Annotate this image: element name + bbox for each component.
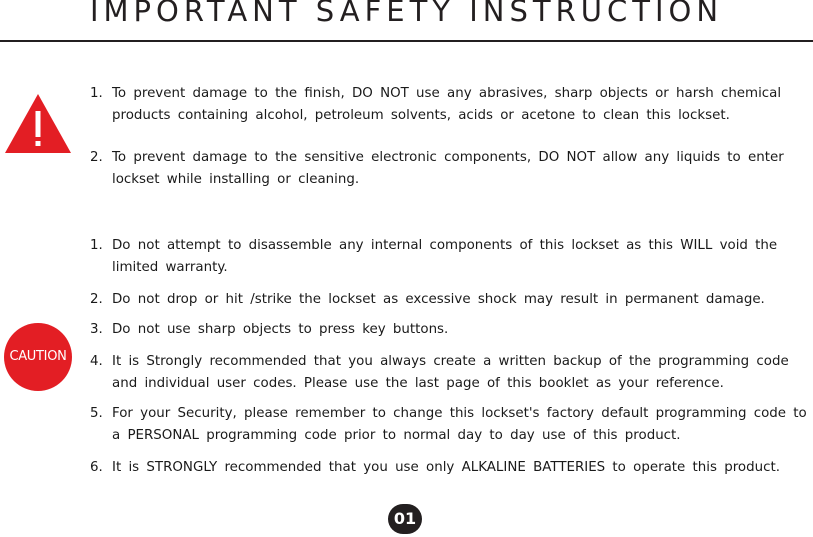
item-text: It is Strongly recommended that you always create a written backup of the programming code and individual user codes. Please use the last page of this booklet as your reference. (112, 354, 789, 391)
item-text: It is STRONGLY recommended that you use only ALKALINE BATTERIES to operate this product. (112, 460, 780, 475)
page-title: IMPORTANT SAFETY INSTRUCTION (89, 0, 724, 28)
item-text: To prevent damage to the finish, DO NOT use any abrasives, sharp objects or harsh chemical products containing alcohol, petroleum solvents, acids or acetone to clean this lockset. (112, 86, 782, 123)
item-number: 2. (90, 292, 103, 307)
caution-badge: CAUTION (4, 323, 72, 391)
item-text: To prevent damage to the sensitive electronic components, DO NOT allow any liquids to enter lockset while installing or cleaning. (112, 150, 784, 187)
item-text: Do not use sharp objects to press key buttons. (112, 322, 449, 337)
item-number: 1. (90, 86, 103, 101)
item-text: Do not attempt to disassemble any internal components of this lockset as this WILL void the limited warranty. (112, 238, 778, 275)
item-text: Do not drop or hit /strike the lockset as excessive shock may result in permanent damage. (112, 292, 765, 307)
item-number: 6. (90, 460, 103, 475)
exclamation-triangle-icon (4, 93, 72, 154)
item-text: For your Security, please remember to change this lockset's factory default programming code to a PERSONAL programming code prior to normal day to day use of this product. (112, 406, 807, 443)
caution-item (90, 457, 810, 479)
caution-item (90, 289, 810, 311)
item-number: 4. (90, 354, 103, 369)
caution-item (90, 235, 810, 279)
item-number: 3. (90, 322, 103, 337)
warning-item (90, 83, 810, 127)
warning-item (90, 147, 810, 191)
caution-item (90, 403, 810, 447)
item-number: 2. (90, 150, 103, 165)
title-divider (0, 40, 813, 42)
page-number-badge: 01 (388, 504, 422, 534)
item-number: 5. (90, 406, 103, 421)
caution-item (90, 319, 810, 341)
item-number: 1. (90, 238, 103, 253)
caution-item (90, 351, 810, 395)
